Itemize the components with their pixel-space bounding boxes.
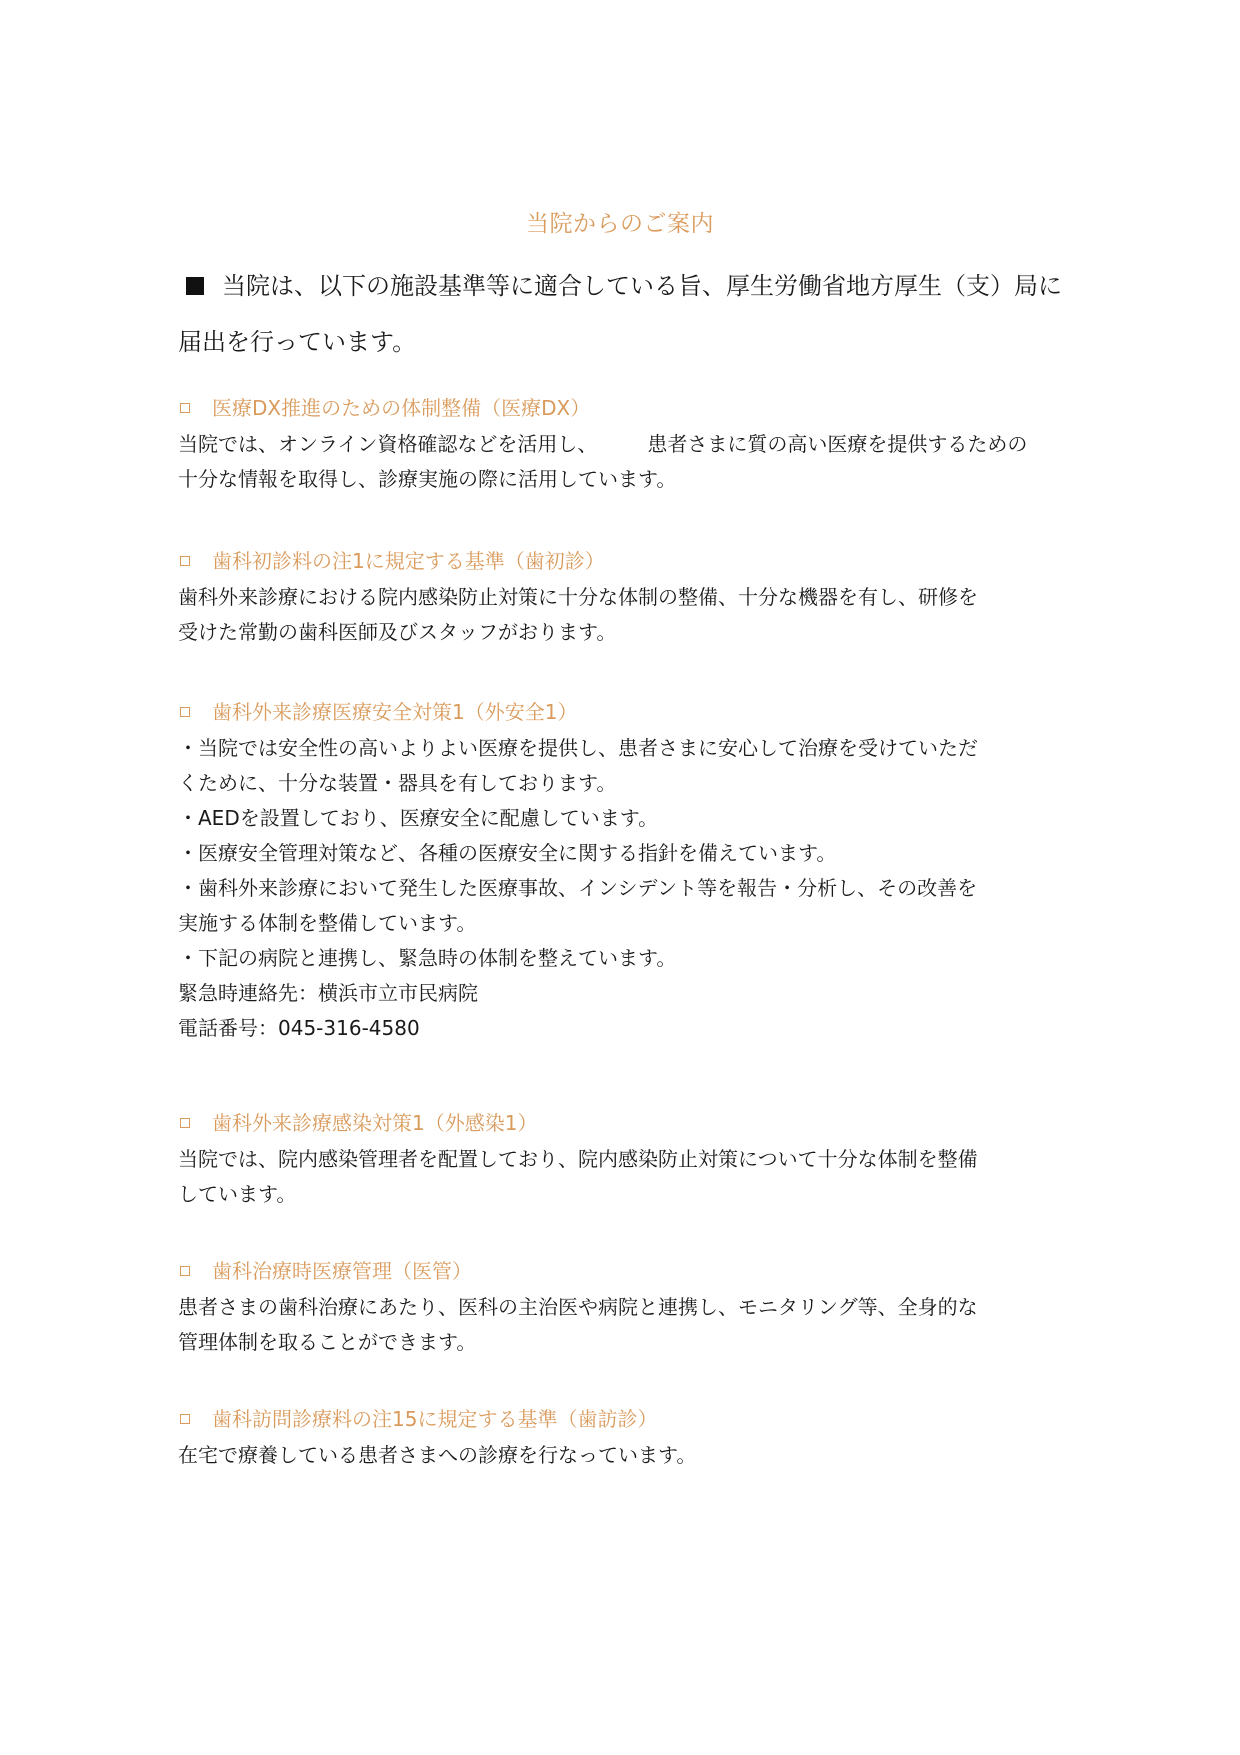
- intro-text-2: 届出を行っています。: [178, 328, 417, 356]
- intro-text-1: 当院は、以下の施設基準等に適合している旨、厚生労働省地方厚生（支）局に: [222, 272, 1062, 300]
- section-infection: [178, 1108, 1078, 1212]
- section-heading-text: 歯科治療時医療管理（医管）: [212, 1259, 472, 1283]
- section-line: 受けた常勤の歯科医師及びスタッフがおります。: [178, 620, 617, 644]
- phone-number: 電話番号：045-316-4580: [178, 1016, 420, 1040]
- section-line: 当院では、オンライン資格確認などを活用し、 患者さまに質の高い医療を提供するための: [178, 432, 1028, 456]
- section-line: ・歯科外来診療において発生した医療事故、インシデント等を報告・分析し、その改善を: [178, 876, 978, 900]
- section-line: しています。: [178, 1182, 297, 1206]
- intro-notice: [178, 258, 1078, 370]
- checkbox-square-icon: [180, 1414, 190, 1424]
- section-line: 実施する体制を整備しています。: [178, 911, 477, 935]
- section-heading: [178, 1404, 1078, 1434]
- section-heading: [178, 546, 1078, 576]
- section-line: 管理体制を取ることができます。: [178, 1330, 477, 1354]
- page-title: 当院からのご案内: [526, 211, 714, 237]
- section-line: ・AEDを設置しており、医療安全に配慮しています。: [178, 806, 659, 830]
- checkbox-square-icon: [180, 1118, 190, 1128]
- section-line: ・医療安全管理対策など、各種の医療安全に関する指針を備えています。: [178, 841, 837, 865]
- section-medical-dx: [178, 393, 1078, 497]
- section-line: 十分な情報を取得し、診療実施の際に活用しています。: [178, 467, 677, 491]
- emergency-contact: 緊急時連絡先：横浜市立市民病院: [178, 981, 478, 1005]
- section-home-visit: [178, 1404, 1078, 1473]
- section-heading-text: 歯科外来診療感染対策1（外感染1）: [212, 1111, 538, 1135]
- section-heading: [178, 1256, 1078, 1286]
- checkbox-square-icon: [180, 707, 190, 717]
- section-heading-text: 歯科初診料の注1に規定する基準（歯初診）: [212, 549, 605, 573]
- black-square-icon: [186, 277, 204, 295]
- section-heading: [178, 393, 1078, 423]
- section-heading-text: 歯科訪問診療料の注15に規定する基準（歯訪診）: [212, 1407, 658, 1431]
- checkbox-square-icon: [180, 1266, 190, 1276]
- section-medical-management: [178, 1256, 1078, 1360]
- checkbox-square-icon: [180, 556, 190, 566]
- section-line: 在宅で療養している患者さまへの診療を行なっています。: [178, 1443, 697, 1467]
- section-heading: [178, 697, 1078, 727]
- section-line: 歯科外来診療における院内感染防止対策に十分な体制の整備、十分な機器を有し、研修を: [178, 585, 978, 609]
- section-heading-text: 医療DX推進のための体制整備（医療DX）: [212, 396, 591, 420]
- section-safety: [178, 697, 1078, 1046]
- checkbox-square-icon: [180, 403, 190, 413]
- section-heading: [178, 1108, 1078, 1138]
- section-first-visit: [178, 546, 1078, 650]
- section-line: ・当院では安全性の高いよりよい医療を提供し、患者さまに安心して治療を受けていただ: [178, 736, 978, 760]
- section-heading-text: 歯科外来診療医療安全対策1（外安全1）: [212, 700, 578, 724]
- section-line: 患者さまの歯科治療にあたり、医科の主治医や病院と連携し、モニタリング等、全身的な: [178, 1295, 978, 1319]
- section-line: ・下記の病院と連携し、緊急時の体制を整えています。: [178, 946, 677, 970]
- section-line: くために、十分な装置・器具を有しております。: [178, 771, 617, 795]
- section-line: 当院では、院内感染管理者を配置しており、院内感染防止対策について十分な体制を整備: [178, 1147, 978, 1171]
- intro-line: [178, 258, 1078, 314]
